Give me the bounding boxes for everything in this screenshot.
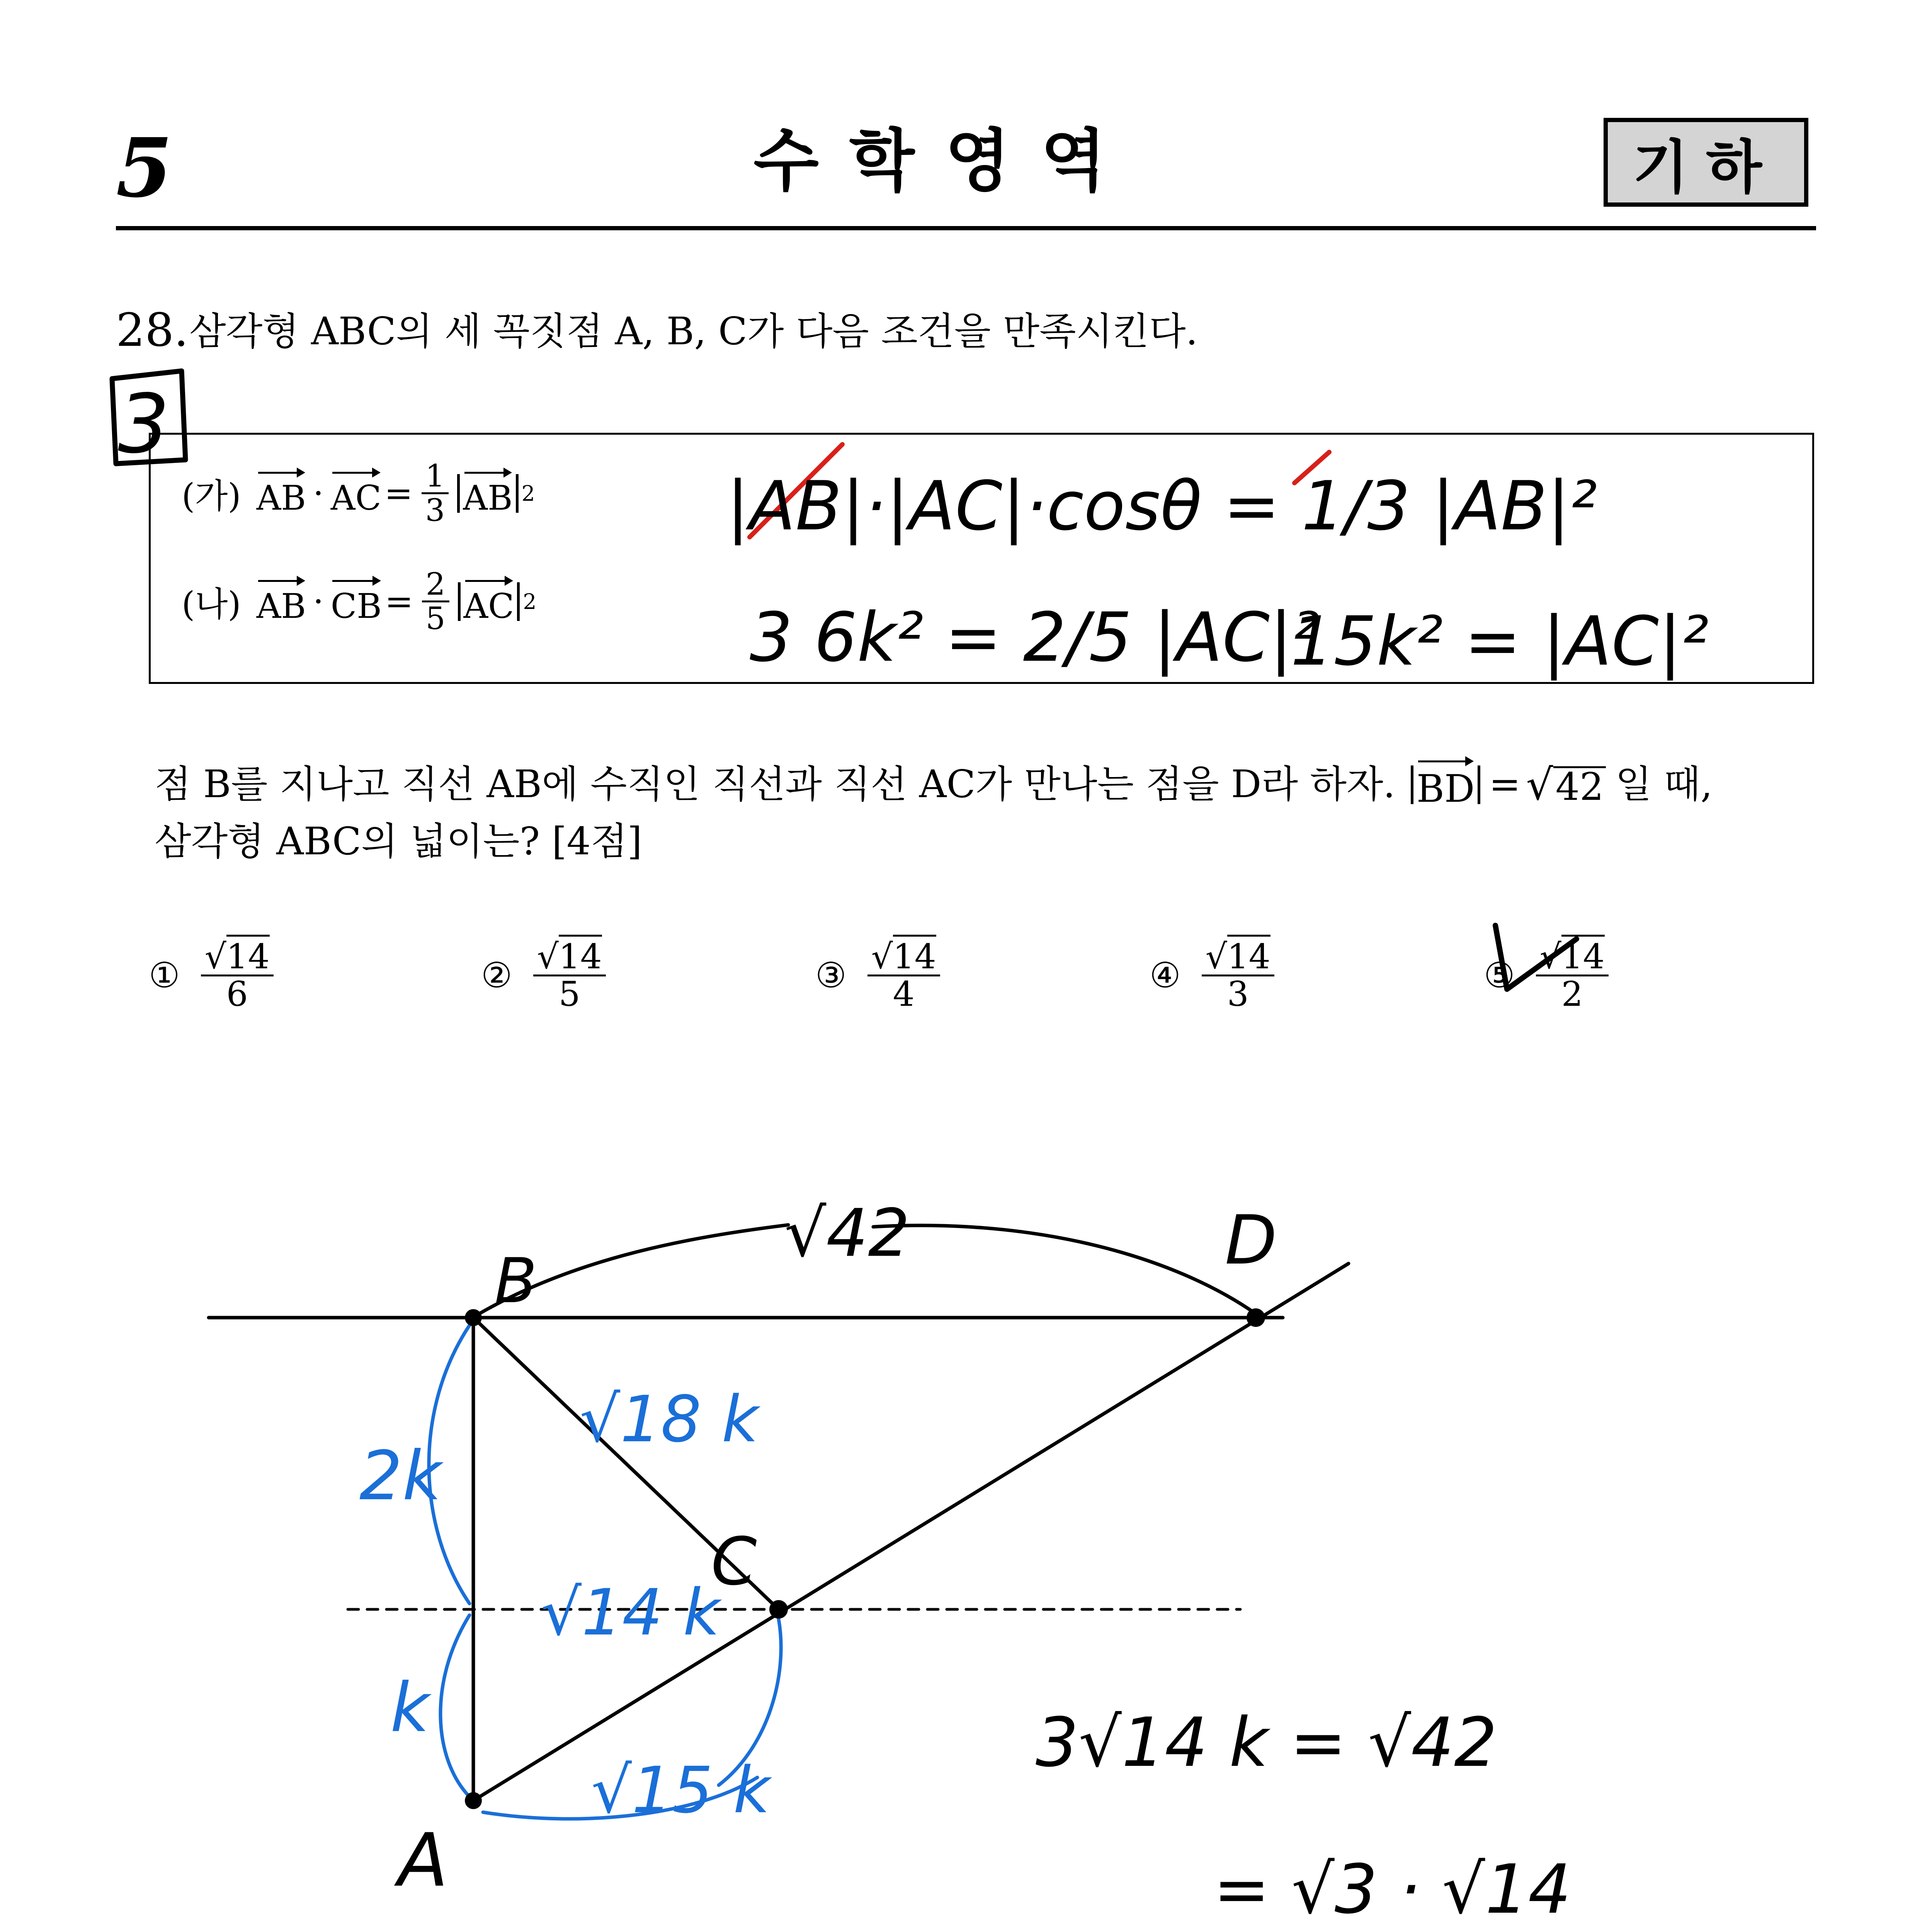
choice-mark: ② (481, 955, 512, 996)
eq-2: = √3 · √14 (1213, 1850, 1571, 1929)
page-number: 5 (116, 120, 173, 216)
fraction-denominator: 3 (425, 492, 445, 528)
vector-ab: AB (257, 577, 306, 626)
fraction-denominator: 3 (1227, 974, 1249, 1014)
point-a (465, 1792, 482, 1809)
eq-1: 3√14 k = √42 (1036, 1704, 1497, 1782)
vector-ac: AC (331, 469, 381, 518)
exponent: 2 (523, 589, 537, 614)
equals-sign: = (1489, 762, 1521, 806)
condition-label: (나) (182, 584, 241, 624)
seg-bc-label: √18 k (580, 1382, 759, 1456)
seg-ac-label: √15 k (591, 1753, 770, 1827)
work-na-right: 15k² = |AC|² (1291, 602, 1709, 681)
sqrt-symbol: √ (1526, 760, 1553, 810)
label-b: B (495, 1245, 537, 1317)
check-mark (1495, 925, 1577, 989)
choice-mark: ③ (815, 955, 847, 996)
fraction-numerator: √14 (533, 939, 606, 976)
seg-mid-label: √14 k (541, 1575, 720, 1650)
dot-operator: · (313, 582, 324, 621)
vector-ac: AC (464, 577, 514, 626)
vector-ab: AB (257, 469, 306, 518)
vector-bd: BD (1417, 757, 1475, 812)
seg-2k-label: 2k (359, 1437, 442, 1515)
arc-bd (873, 1225, 1256, 1314)
vector-cb: CB (331, 577, 382, 626)
subject-title: 수학영역 (753, 122, 1137, 201)
label-c: C (711, 1524, 757, 1600)
equals-sign: = (384, 473, 413, 513)
point-d (1247, 1308, 1265, 1327)
exponent: 2 (521, 481, 535, 506)
problem-line-2: 삼각형 ABC의 넓이는? [4점] (155, 820, 642, 864)
question-number: 28. (116, 303, 189, 357)
condition-label: (가) (182, 476, 241, 516)
choice-mark: ⑤ (1484, 955, 1515, 996)
choice-mark: ① (149, 955, 180, 996)
fraction-denominator: 2 (1561, 974, 1583, 1014)
arc-k (440, 1615, 469, 1797)
fraction-denominator: 5 (425, 600, 446, 636)
seg-bd-label: √42 (784, 1195, 910, 1272)
fraction-denominator: 4 (893, 974, 915, 1014)
answer-number: 3 (118, 377, 170, 471)
fraction-numerator: √14 (1202, 939, 1274, 976)
fraction-numerator: √14 (201, 939, 274, 976)
fraction-numerator: √14 (867, 939, 940, 976)
label-d: D (1225, 1201, 1277, 1280)
choice-mark: ④ (1150, 955, 1181, 996)
fraction-denominator: 5 (558, 974, 580, 1014)
fraction-numerator: 2 (422, 568, 449, 602)
work-ga: |AB|·|AC|·cosθ = 1/3 |AB|² (726, 467, 1597, 546)
label-a: A (398, 1818, 448, 1903)
equals-sign: = (384, 582, 413, 621)
point-b (465, 1309, 482, 1326)
section-badge: 기하 (1604, 118, 1808, 207)
vector-ab: AB (463, 469, 512, 518)
fraction-numerator: 1 (422, 460, 449, 494)
problem-text: 점 B를 지나고 직선 AB에 수직인 직선과 직선 AC가 만나는 점을 D라 하자. (155, 762, 1395, 806)
dot-operator: · (313, 473, 324, 513)
fraction-denominator: 6 (226, 974, 248, 1014)
problem-text-end: 일 때, (1615, 762, 1713, 806)
point-c (769, 1600, 788, 1619)
work-na: 3 6k² = 2/5 |AC|² (750, 599, 1320, 677)
fraction-numerator: √14 (1536, 939, 1609, 976)
sqrt-radicand: 42 (1553, 766, 1606, 806)
question-stem: 삼각형 ABC의 세 꼭짓점 A, B, C가 다음 조건을 만족시킨다. (189, 310, 1198, 354)
seg-k-label: k (390, 1669, 430, 1747)
